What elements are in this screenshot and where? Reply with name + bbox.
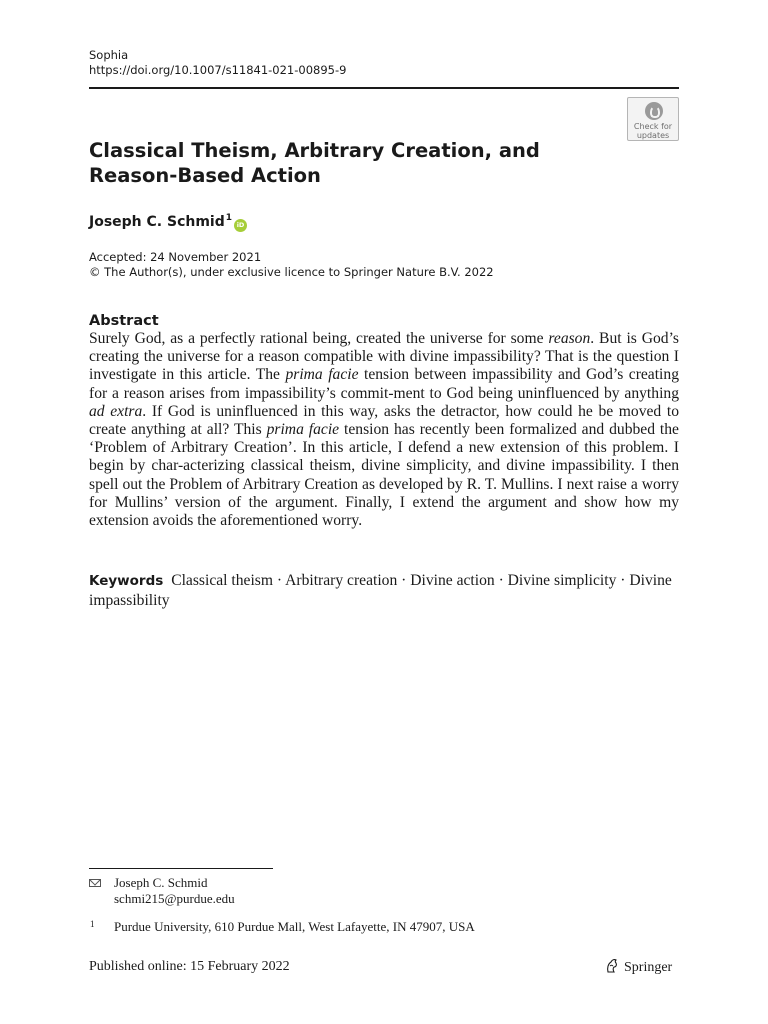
keywords [89,571,679,610]
corresponding-author-email[interactable]: schmi215@purdue.edu [114,891,235,906]
header-rule [89,87,679,89]
envelope-icon [89,879,101,887]
abstract-segment: reason [548,330,591,347]
author-affiliation-mark: 1 [225,213,233,223]
abstract-segment: Surely God, as a perfectly rational being, created the universe for some [89,330,549,347]
badge-line-2: updates [636,131,670,140]
doi-link[interactable]: https://doi.org/10.1007/s11841-021-00895-9 [89,63,347,77]
abstract-segment: ad extra [89,402,143,420]
published-online-date: Published online: 15 February 2022 [89,959,290,974]
abstract-segment: tension between impassibility and God’s creating for a reason arises from impassibility’s commit-ment to God being uninfluenced by anything [89,366,679,402]
affiliation-mark: 1 [90,919,95,929]
publisher-name: Springer [624,960,673,975]
abstract-segment: prima facie [285,366,359,384]
springer-horse-icon [605,958,619,974]
article-title: Classical Theism, Arbitrary Creation, and Reason-Based Action [89,139,540,187]
check-for-updates-icon [645,102,663,120]
orcid-icon[interactable]: iD [234,219,247,232]
abstract-segment: prima facie [266,421,340,439]
accepted-date: Accepted: 24 November 2021 [89,250,262,264]
check-for-updates-badge[interactable] [627,97,679,141]
footnote-rule [89,868,273,869]
keywords-label: Keywords [89,573,164,589]
abstract-body [89,330,679,530]
copyright-notice: © The Author(s), under exclusive licence to Springer Nature B.V. 2022 [89,265,494,279]
abstract-segment: tension has recently been formalized and dubbed the ‘Problem of Arbitrary Creation’. In this article, I defend a new extension of this problem. I begin by char-acterizing classical theism, divine simplicity, and divine impassibility. I then spell out the Problem of Arbitrary Creation as developed by R. T. Mullins. I next raise a worry for Mullins’ version of the argument. Finally, I extend the argument and show how my extension avoids the aforementioned worry. [89,421,679,530]
abstract-segment: . But is God’s creating the universe for a reason compatible with divine impassibility? That is the question I investigate in this article. The [89,330,679,384]
publisher-logo [605,958,672,977]
abstract-heading: Abstract [89,313,159,329]
corresponding-author-name: Joseph C. Schmid [114,875,208,890]
keywords-list: Classical theism · Arbitrary creation · Divine action · Divine simplicity · Divine impassibility [89,572,672,609]
badge-line-1: Check for [633,122,673,131]
author-line [89,208,247,232]
author-name[interactable]: Joseph C. Schmid [89,214,225,230]
journal-name: Sophia [89,48,129,62]
affiliation: Purdue University, 610 Purdue Mall, West Lafayette, IN 47907, USA [114,919,475,934]
abstract-segment: . If God is uninfluenced in this way, asks the detractor, how could he be moved to create anything at all? This [89,402,679,439]
